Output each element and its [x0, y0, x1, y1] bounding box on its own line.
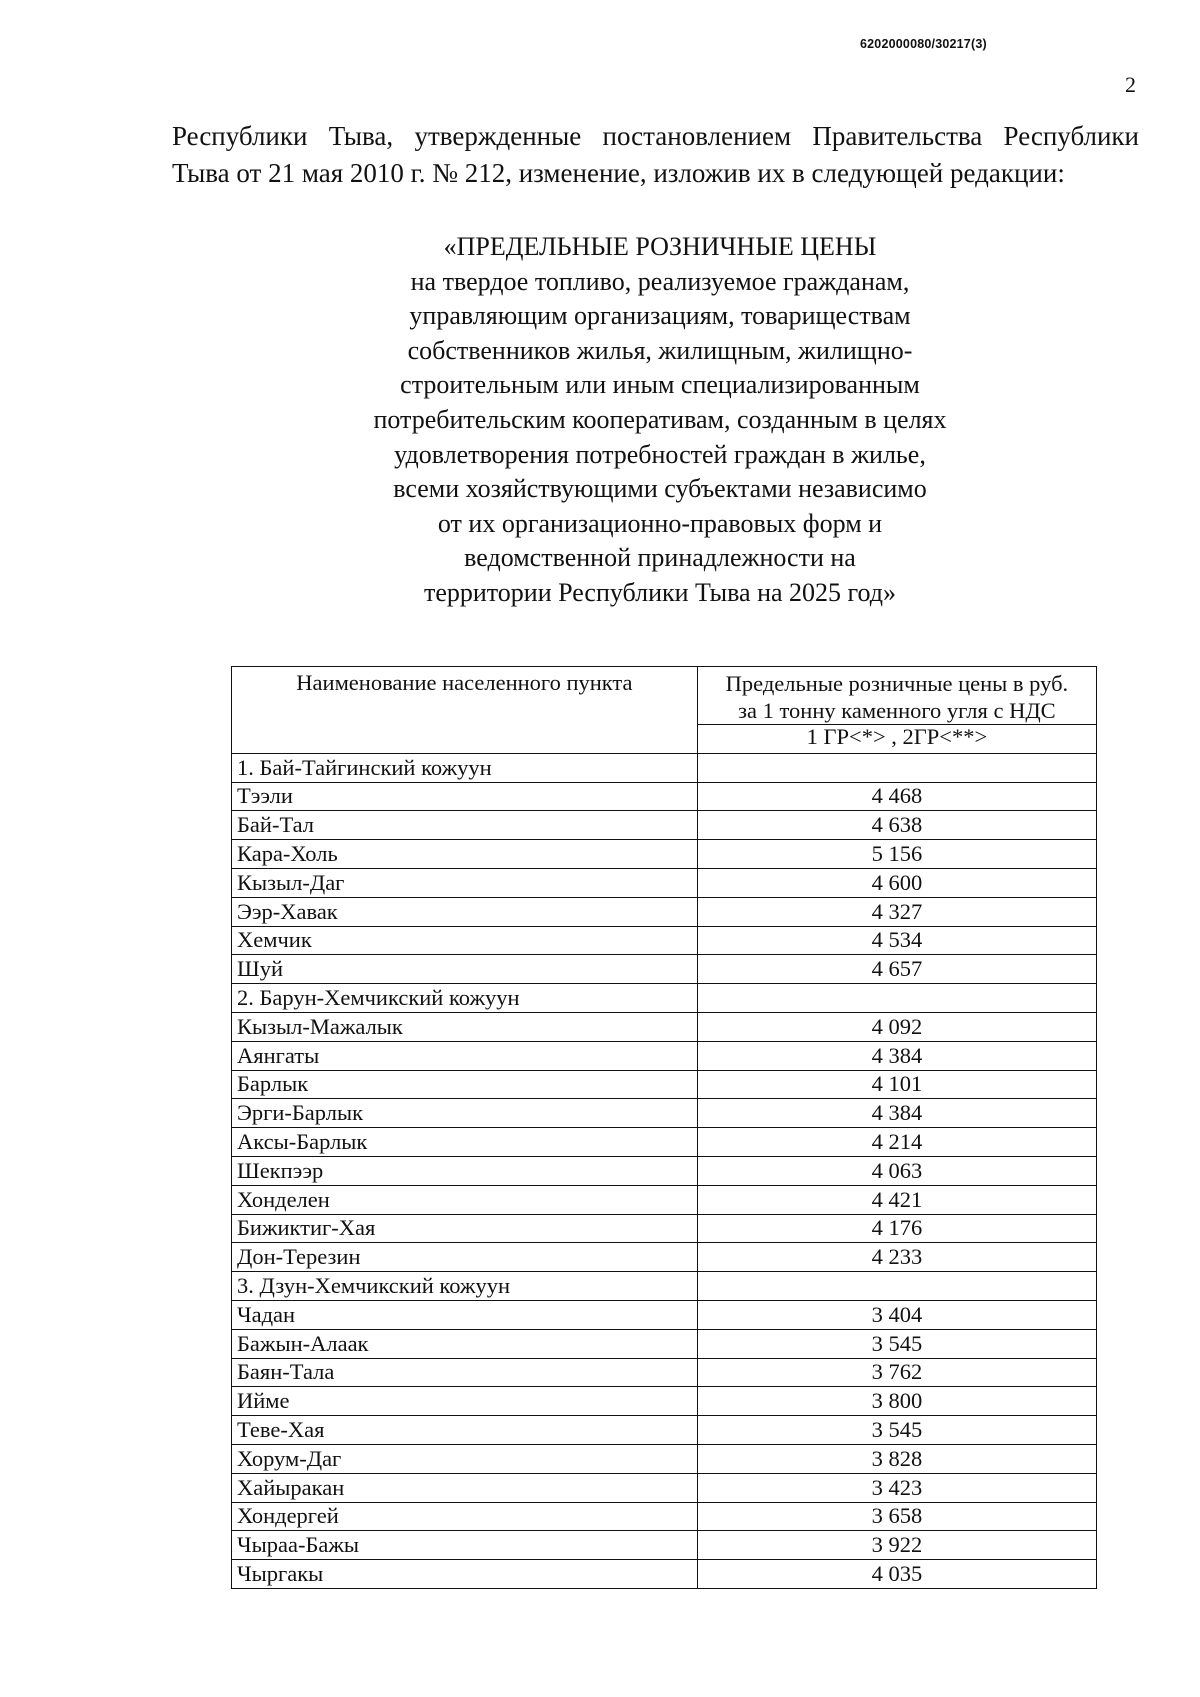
- table-row: [232, 955, 1097, 984]
- table-row: [232, 1070, 1097, 1099]
- price-value: 4 384: [697, 1041, 1096, 1070]
- intro-line: Тыва от 21 мая 2010 г. № 212, изменение, изложив их в следующей редакции:: [172, 158, 1065, 188]
- table-row: [232, 1358, 1097, 1387]
- price-value: 4 101: [697, 1070, 1096, 1099]
- table-row: [232, 1185, 1097, 1214]
- table-row: [232, 1243, 1097, 1272]
- settlement-name: Хемчик: [232, 926, 698, 955]
- table-row: [232, 1329, 1097, 1358]
- settlement-name: Чадан: [232, 1300, 698, 1329]
- price-value: 4 638: [697, 811, 1096, 840]
- table-row: [232, 926, 1097, 955]
- settlement-name: Ээр-Хавак: [232, 897, 698, 926]
- header-price-line: за 1 тонну каменного угля с НДС: [738, 698, 1056, 723]
- table-row: [232, 1214, 1097, 1243]
- settlement-name: Теве-Хая: [232, 1416, 698, 1445]
- settlement-name: Шуй: [232, 955, 698, 984]
- heading-line: «ПРЕДЕЛЬНЫЕ РОЗНИЧНЫЕ ЦЕНЫ: [443, 232, 877, 261]
- heading-line: потребительским кооперативам, созданным в целях: [373, 404, 947, 434]
- heading-line: всеми хозяйствующими субъектами независимо: [393, 474, 927, 504]
- price-value: 4 468: [697, 782, 1096, 811]
- settlement-name: Хондергей: [232, 1502, 698, 1531]
- table-row: [232, 897, 1097, 926]
- price-value: 4 421: [697, 1185, 1096, 1214]
- document-id: 6202000080/30217(3): [860, 37, 987, 51]
- price-value: 4 214: [697, 1128, 1096, 1157]
- settlement-name: Чыраа-Бажы: [232, 1531, 698, 1560]
- header-price: [697, 667, 1096, 725]
- document-heading: [180, 230, 1140, 611]
- table-header-row: [232, 667, 1097, 725]
- heading-line: собственников жилья, жилищным, жилищно-: [407, 335, 913, 365]
- intro-line: Республики Тыва, утвержденные постановлением Правительства Республики: [172, 121, 1139, 151]
- price-value: 3 762: [697, 1358, 1096, 1387]
- price-value: 4 600: [697, 868, 1096, 897]
- header-settlement-name: Наименование населенного пункта: [232, 667, 698, 754]
- price-value: 4 384: [697, 1099, 1096, 1128]
- price-value: 3 404: [697, 1300, 1096, 1329]
- settlement-name: Аксы-Барлык: [232, 1128, 698, 1157]
- settlement-name: Аянгаты: [232, 1041, 698, 1070]
- price-value: 4 063: [697, 1156, 1096, 1185]
- settlement-name: Эрги-Барлык: [232, 1099, 698, 1128]
- price-value: [697, 984, 1096, 1013]
- settlement-name: Кара-Холь: [232, 840, 698, 869]
- table-row: [232, 1128, 1097, 1157]
- table-row: [232, 1560, 1097, 1589]
- price-value: 5 156: [697, 840, 1096, 869]
- table-row: [232, 1502, 1097, 1531]
- heading-line: территории Республики Тыва на 2025 год»: [423, 577, 897, 607]
- settlement-name: Дон-Терезин: [232, 1243, 698, 1272]
- price-value: 4 092: [697, 1012, 1096, 1041]
- price-value: 3 800: [697, 1387, 1096, 1416]
- settlement-name: Хайыракан: [232, 1473, 698, 1502]
- table-row: [232, 1444, 1097, 1473]
- settlement-name: Чыргакы: [232, 1560, 698, 1589]
- settlement-name: Шекпээр: [232, 1156, 698, 1185]
- table-row: [232, 1416, 1097, 1445]
- price-value: 4 327: [697, 897, 1096, 926]
- price-value: [697, 753, 1096, 782]
- price-value: 4 657: [697, 955, 1096, 984]
- settlement-name: Кызыл-Даг: [232, 868, 698, 897]
- district-row: [232, 753, 1097, 782]
- settlement-name: Бижиктиг-Хая: [232, 1214, 698, 1243]
- price-value: 3 922: [697, 1531, 1096, 1560]
- table-row: [232, 1099, 1097, 1128]
- heading-line: от их организационно-правовых форм и: [437, 508, 883, 538]
- price-value: 3 545: [697, 1416, 1096, 1445]
- settlement-name: Хорум-Даг: [232, 1444, 698, 1473]
- settlement-name: Кызыл-Мажалык: [232, 1012, 698, 1041]
- page-number: 2: [1125, 72, 1136, 97]
- table-row: [232, 840, 1097, 869]
- table-row: [232, 868, 1097, 897]
- intro-paragraph: [172, 118, 1139, 192]
- table-row: [232, 1387, 1097, 1416]
- price-value: 3 658: [697, 1502, 1096, 1531]
- settlement-name: Барлык: [232, 1070, 698, 1099]
- price-value: 3 423: [697, 1473, 1096, 1502]
- settlement-name: Баян-Тала: [232, 1358, 698, 1387]
- table-body: [232, 753, 1097, 1588]
- settlement-name: 1. Бай-Тайгинский кожуун: [232, 753, 698, 782]
- table-row: [232, 782, 1097, 811]
- table-row: [232, 1156, 1097, 1185]
- heading-line: управляющим организациям, товариществам: [409, 301, 911, 331]
- price-value: 4 233: [697, 1243, 1096, 1272]
- heading-line: ведомственной принадлежности на: [464, 543, 856, 573]
- heading-line: строительным или иным специализированным: [400, 370, 920, 400]
- settlement-name: Ийме: [232, 1387, 698, 1416]
- price-table: [231, 666, 1097, 1589]
- table-row: [232, 1531, 1097, 1560]
- price-value: 4 035: [697, 1560, 1096, 1589]
- settlement-name: 2. Барун-Хемчикский кожуун: [232, 984, 698, 1013]
- settlement-name: 3. Дзун-Хемчикский кожуун: [232, 1272, 698, 1301]
- price-value: [697, 1272, 1096, 1301]
- table-row: [232, 1041, 1097, 1070]
- price-value: 3 828: [697, 1444, 1096, 1473]
- settlement-name: Тээли: [232, 782, 698, 811]
- price-value: 4 176: [697, 1214, 1096, 1243]
- table-row: [232, 1300, 1097, 1329]
- district-row: [232, 1272, 1097, 1301]
- heading-line: удовлетворения потребностей граждан в жилье,: [394, 439, 926, 469]
- settlement-name: Бай-Тал: [232, 811, 698, 840]
- table-row: [232, 1473, 1097, 1502]
- settlement-name: Бажын-Алаак: [232, 1329, 698, 1358]
- price-value: 4 534: [697, 926, 1096, 955]
- heading-line: на твердое топливо, реализуемое гражданам,: [410, 266, 910, 296]
- header-price-grades: 1 ГР<*> , 2ГР<**>: [697, 725, 1096, 754]
- price-value: 3 545: [697, 1329, 1096, 1358]
- header-price-line: Предельные розничные цены в руб.: [725, 671, 1069, 696]
- district-row: [232, 984, 1097, 1013]
- table-row: [232, 1012, 1097, 1041]
- settlement-name: Хонделен: [232, 1185, 698, 1214]
- table-row: [232, 811, 1097, 840]
